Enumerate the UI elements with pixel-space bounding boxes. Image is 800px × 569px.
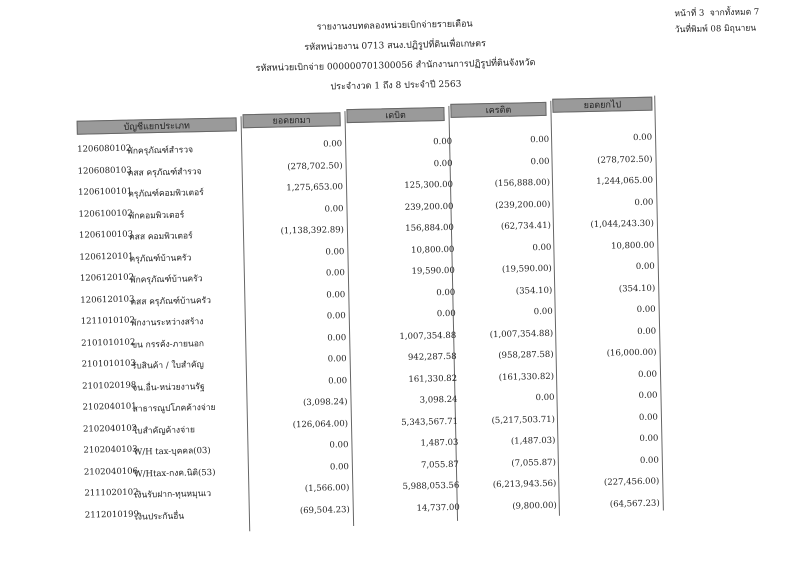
cell-debit: 3,098.24 [419, 394, 458, 406]
cell-name: คสส ครุภัณฑ์สำรวจ [127, 166, 202, 179]
cell-closing: 0.00 [636, 304, 656, 316]
cell-debit: 0.00 [433, 136, 453, 148]
cell-credit: (6,213,943.56) [492, 478, 557, 491]
cell-debit: 5,343,567.71 [401, 416, 459, 428]
cell-closing: 0.00 [633, 132, 653, 144]
cell-credit: (1,487.03) [510, 435, 556, 447]
cell-code: 1206120102 [79, 272, 135, 284]
cell-opening: (1,138,392.89) [280, 225, 345, 237]
cell-closing: 0.00 [634, 197, 654, 208]
cell-name: พักคอมพิวเตอร์ [128, 210, 185, 222]
page-label: หน้าที่ 3 [674, 8, 705, 20]
cell-code: 1206100103 [78, 229, 134, 241]
cell-debit: 19,590.00 [411, 265, 455, 277]
period-line: ประจำงวด 1 ถึง 8 ประจำปี 2563 [330, 79, 462, 93]
cell-name: จน.อื่น-หน่วยงานรัฐ [132, 381, 205, 394]
col-header-debit: เดบิต [346, 107, 444, 123]
cell-opening: 0.00 [327, 354, 347, 365]
cell-opening: 0.00 [323, 139, 343, 150]
cell-code: 2102040102 [82, 423, 138, 435]
cell-credit: 0.00 [535, 392, 555, 404]
cell-credit: (19,590.00) [501, 263, 552, 275]
cell-debit: 0.00 [436, 308, 456, 320]
cell-debit: 5,988,053.56 [402, 480, 460, 492]
cell-name: รับสินค้า / ใบสำคัญ [131, 360, 204, 372]
cell-opening: 0.00 [326, 311, 346, 322]
cell-name: ขน กรรค้ง-ภายนอก [131, 338, 205, 351]
cell-code: 1206080102 [77, 143, 132, 155]
print-date: วันที่พิมพ์ 08 มิถุนายน [674, 23, 757, 36]
cell-opening: 0.00 [325, 246, 345, 258]
cell-closing: 0.00 [638, 390, 658, 402]
cell-opening: 0.00 [327, 332, 347, 344]
cell-name: พักครุภัณฑ์บ้านครัว [129, 274, 203, 286]
cell-credit: (161,330.82) [498, 371, 555, 383]
cell-closing: (64,567.23) [609, 498, 660, 510]
cell-code: 2111020102 [84, 487, 139, 499]
cell-opening: (1,566.00) [304, 483, 350, 495]
cell-code: 2101010103 [81, 358, 136, 370]
cell-name: ครุภัณฑ์คอมพิวเตอร์ [128, 188, 204, 200]
cell-closing: 0.00 [639, 433, 659, 445]
cell-credit: (7,055.87) [511, 457, 556, 469]
cell-debit: 1,007,354.88 [399, 330, 457, 342]
cell-closing: 0.00 [639, 455, 659, 466]
cell-closing: 0.00 [637, 369, 658, 380]
cell-opening: 0.00 [324, 203, 344, 215]
cell-credit: 0.00 [530, 134, 550, 146]
cell-opening: (69,504.23) [299, 504, 350, 516]
cell-name: W/H tax-บุคคล(03) [133, 446, 211, 458]
cell-name: เงินรับฝาก-ทุนหมุนเว [134, 489, 212, 501]
report-title: รายงานงบทดลองหน่วยเบิกจ่ายรายเดือน [316, 19, 473, 33]
cell-debit: 0.00 [433, 158, 453, 169]
cell-debit: 942,287.58 [407, 351, 457, 363]
cell-closing: 10,800.00 [610, 240, 655, 252]
page-total: จากทั้งหมด 7 [709, 7, 760, 19]
cell-credit: (9,800.00) [512, 500, 557, 512]
cell-credit: 0.00 [530, 156, 550, 167]
col-header-credit: เครดิต [450, 102, 546, 118]
cell-closing: (16,000.00) [606, 347, 657, 359]
cell-name: W/Htax-กงค.นิติ(53) [133, 467, 216, 480]
cell-credit: (958,287.58) [498, 349, 554, 361]
cell-code: 2101020198 [82, 380, 137, 392]
cell-opening: 0.00 [325, 268, 345, 279]
agency-line: รหัสหน่วยงาน 0713 สนง.ปฏิรูปที่ดินเพื่อเกษตร [304, 39, 486, 53]
cell-opening: 0.00 [326, 289, 346, 301]
cell-credit: 0.00 [533, 306, 553, 318]
col-header-account: บัญชีแยกประเภท [77, 117, 237, 134]
cell-code: 2102040106 [83, 466, 139, 478]
col-header-opening: ยอดยกมา [242, 112, 340, 128]
cell-debit: 1,487.03 [420, 437, 459, 449]
cell-debit: 239,200.00 [404, 201, 454, 213]
cell-opening: (278,702.50) [287, 160, 343, 172]
cell-name: เงินประกันอื่น [134, 511, 185, 523]
cell-code: 2112010199 [84, 509, 140, 521]
cell-code: 1206080103 [77, 165, 132, 177]
cell-closing: 0.00 [635, 261, 655, 273]
cell-debit: 125,300.00 [404, 179, 454, 191]
cell-debit: 156,884.00 [405, 222, 455, 234]
cell-code: 2102040101 [82, 401, 137, 413]
cell-code: 1211010102 [80, 315, 135, 327]
cell-name: ครุภัณฑ์บ้านครัว [129, 252, 192, 265]
cell-code: 2102040103 [83, 444, 138, 456]
cell-credit: (156,888.00) [494, 177, 551, 189]
cell-closing: 0.00 [637, 326, 657, 337]
cell-debit: 0.00 [436, 287, 456, 298]
cell-opening: 0.00 [328, 375, 348, 387]
cell-name: พักครุภัณฑ์สำรวจ [127, 145, 194, 157]
cell-debit: 14,737.00 [416, 502, 460, 514]
cell-credit: (1,007,354.88) [489, 328, 554, 340]
cell-code: 1206100102 [78, 208, 133, 220]
cell-opening: (3,098.24) [302, 397, 348, 409]
cell-opening: (126,064.00) [292, 418, 349, 430]
cell-closing: (278,702.50) [597, 154, 653, 166]
page-number [674, 4, 759, 20]
cell-credit: (5,217,503.71) [491, 414, 556, 426]
cell-name: สาธารณูปโภคค้างจ่าย [132, 402, 216, 415]
cell-closing: 0.00 [638, 412, 659, 423]
disbursing-unit-line: รหัสหน่วยเบิกจ่าย 000000701300056 สำนักงานการปฏิรูปที่ดินจังหวัด [255, 58, 536, 74]
cell-credit: (62,734.41) [500, 220, 552, 232]
cell-debit: 10,800.00 [411, 244, 455, 256]
cell-closing: (354.10) [618, 283, 656, 294]
cell-name: ใบสำคัญค้างจ่าย [133, 424, 195, 437]
cell-debit: 7,055.87 [420, 459, 459, 471]
cell-credit: (354.10) [515, 285, 553, 297]
cell-code: 1206120101 [79, 251, 134, 263]
cell-closing: (1,044,243.30) [590, 218, 654, 230]
cell-code: 2101010102 [81, 337, 136, 349]
cell-credit: (239,200.00) [495, 199, 551, 211]
col-header-closing: ยอดยกไป [552, 97, 652, 113]
cell-name: คสส ครุภัณฑ์บ้านครัว [130, 295, 212, 308]
cell-opening: 0.00 [329, 461, 350, 473]
cell-opening: 0.00 [329, 440, 349, 451]
cell-code: 1206100101 [77, 186, 133, 198]
cell-code: 1206120103 [80, 294, 135, 306]
cell-opening: 1,275,653.00 [286, 182, 344, 194]
cell-credit: 0.00 [532, 242, 552, 253]
cell-closing: (227,456.00) [603, 476, 660, 488]
cell-closing: 1,244,065.00 [596, 175, 654, 187]
cell-debit: 161,330.82 [408, 373, 458, 385]
cell-name: คสส คอมพิวเตอร์ [128, 231, 193, 243]
cell-name: พักงานระหว่างสร้าง [130, 317, 204, 329]
